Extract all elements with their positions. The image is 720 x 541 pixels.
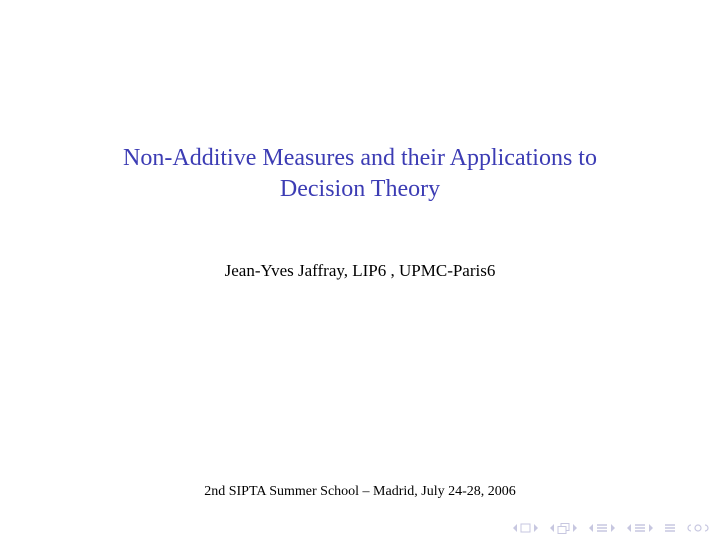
subsection-forward-arrow-icon[interactable]: [572, 523, 578, 533]
appendix-icon[interactable]: [664, 523, 676, 533]
frame-icon[interactable]: [520, 523, 531, 533]
presentation-icon[interactable]: [634, 523, 646, 533]
subsection-icon[interactable]: [557, 523, 570, 534]
frame-navigation: [512, 523, 539, 533]
section-forward-arrow-icon[interactable]: [610, 523, 616, 533]
author-line: Jean-Yves Jaffray, LIP6 , UPMC-Paris6: [224, 261, 496, 280]
subsection-navigation: [549, 523, 578, 534]
presentation-navigation: [626, 523, 654, 533]
slide-title-line-1: Non-Additive Measures and their Applications to: [123, 145, 597, 171]
section-back-arrow-icon[interactable]: [588, 523, 594, 533]
frame-forward-arrow-icon[interactable]: [533, 523, 539, 533]
subsection-back-arrow-icon[interactable]: [549, 523, 555, 533]
event-line: 2nd SIPTA Summer School – Madrid, July 24-28, 2006: [204, 484, 516, 499]
slide-title: [0, 143, 720, 205]
presentation-forward-arrow-icon[interactable]: [648, 523, 654, 533]
search-icon[interactable]: [686, 523, 710, 533]
section-icon[interactable]: [596, 523, 608, 533]
navigation-bar: [512, 521, 710, 535]
presentation-back-arrow-icon[interactable]: [626, 523, 632, 533]
frame-back-arrow-icon[interactable]: [512, 523, 518, 533]
section-navigation: [588, 523, 616, 533]
slide-title-line-2: Decision Theory: [279, 176, 441, 202]
